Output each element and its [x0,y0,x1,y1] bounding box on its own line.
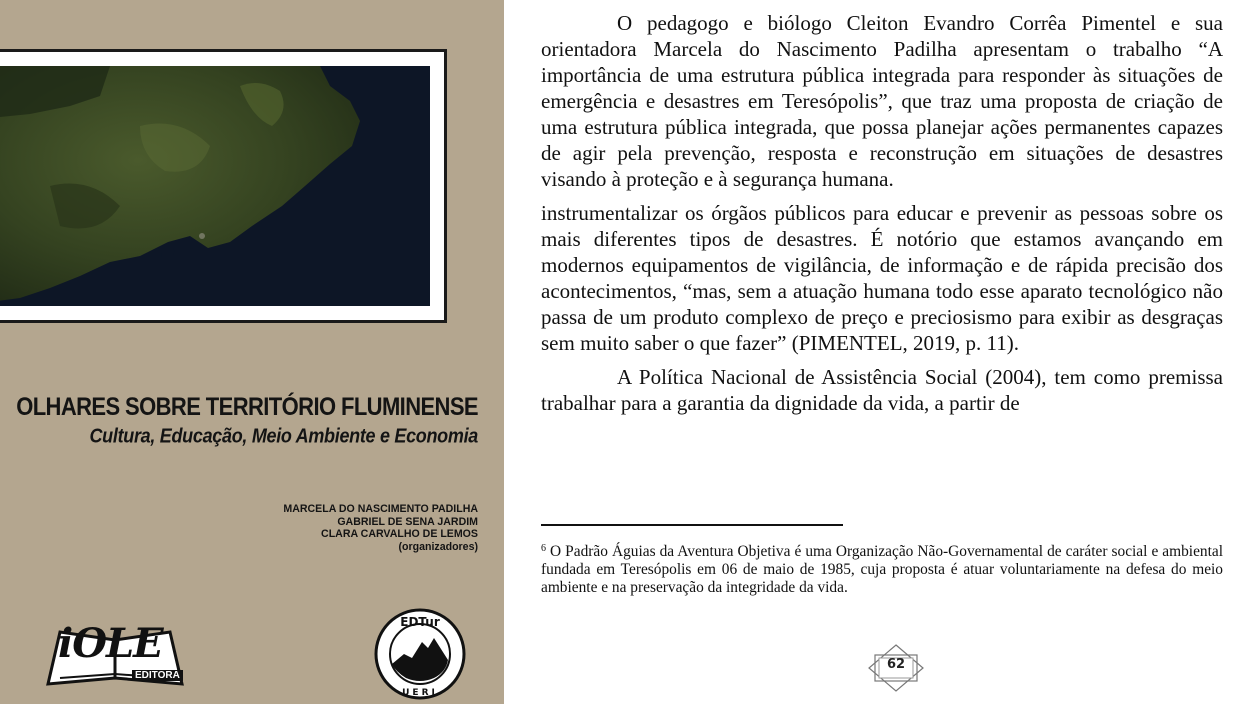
footnote-marker: 6 [541,543,546,554]
page-body [541,10,1223,416]
footnote-divider [541,524,843,526]
cover-subtitle: Cultura, Educação, Meio Ambiente e Economia [89,424,478,448]
book-cover [0,0,504,704]
edtur-logo-text: EDTur [400,615,440,629]
iole-logo-text: iOLE [58,620,163,667]
paragraph-politica: A Política Nacional de Assistência Social (2004), tem como premissa trabalhar para a garantia da dignidade da vida, a partir de [541,365,1223,415]
page-number: 62 [886,657,906,672]
editora-logo-text: EDITORA [132,670,183,681]
editor-name: GABRIEL DE SENA JARDIM [337,515,478,528]
cover-editors [0,503,478,553]
iole-editora-logo [40,618,190,690]
paragraph-continuation: instrumentalizar os órgãos públicos para educar e prevenir as pessoas sobre os mais diferentes tipos de desastres. É notório que estamos avançando em modernos equipamentos de vigilância, de informação e de rápida precisão dos acontecimentos, “mas, sem a atuação humana todo esse aparato tecnológico não passa de um produto complexo de preço e preciosismo para exibir as desgraças sem muito saber o que fazer” (PIMENTEL, 2019, p. 11). [541,201,1223,355]
edtur-uerj-logo [374,608,466,700]
paragraph-intro: O pedagogo e biólogo Cleiton Evandro Corrêa Pimentel e sua orientadora Marcela do Nascimento Padilha apresentam o trabalho “A importância de uma estrutura pública integrada para responder às situações de emergência e desastres em Teresópolis”, que traz uma proposta de criação de uma estrutura pública integrada, que possa planejar ações permanentes capazes de agir pela prevenção, resposta e reconstrução em situações de desastres visando à proteção e à segurança humana. [541,11,1223,191]
footnote [541,540,1223,597]
cover-photo-frame [0,52,444,320]
editor-name: CLARA CARVALHO DE LEMOS [321,528,478,540]
satellite-map-image [0,66,430,306]
editor-name: MARCELA DO NASCIMENTO PADILHA [283,503,478,515]
cover-title: OLHARES SOBRE TERRITÓRIO FLUMINENSE [16,392,478,421]
mountain-seal-icon [374,608,466,700]
footnote-text: O Padrão Águias da Aventura Objetiva é uma Organização Não-Governamental de caráter social e ambiental fundada em Teresópolis em 06 de maio de 1985, cuja proposta é atuar voluntariamente na defesa do meio ambiente e na preservação da integridade da vida. [541,543,1223,596]
page-number-badge [865,643,927,693]
uerj-logo-text: UERJ [402,688,438,698]
editors-role: (organizadores) [398,540,478,553]
